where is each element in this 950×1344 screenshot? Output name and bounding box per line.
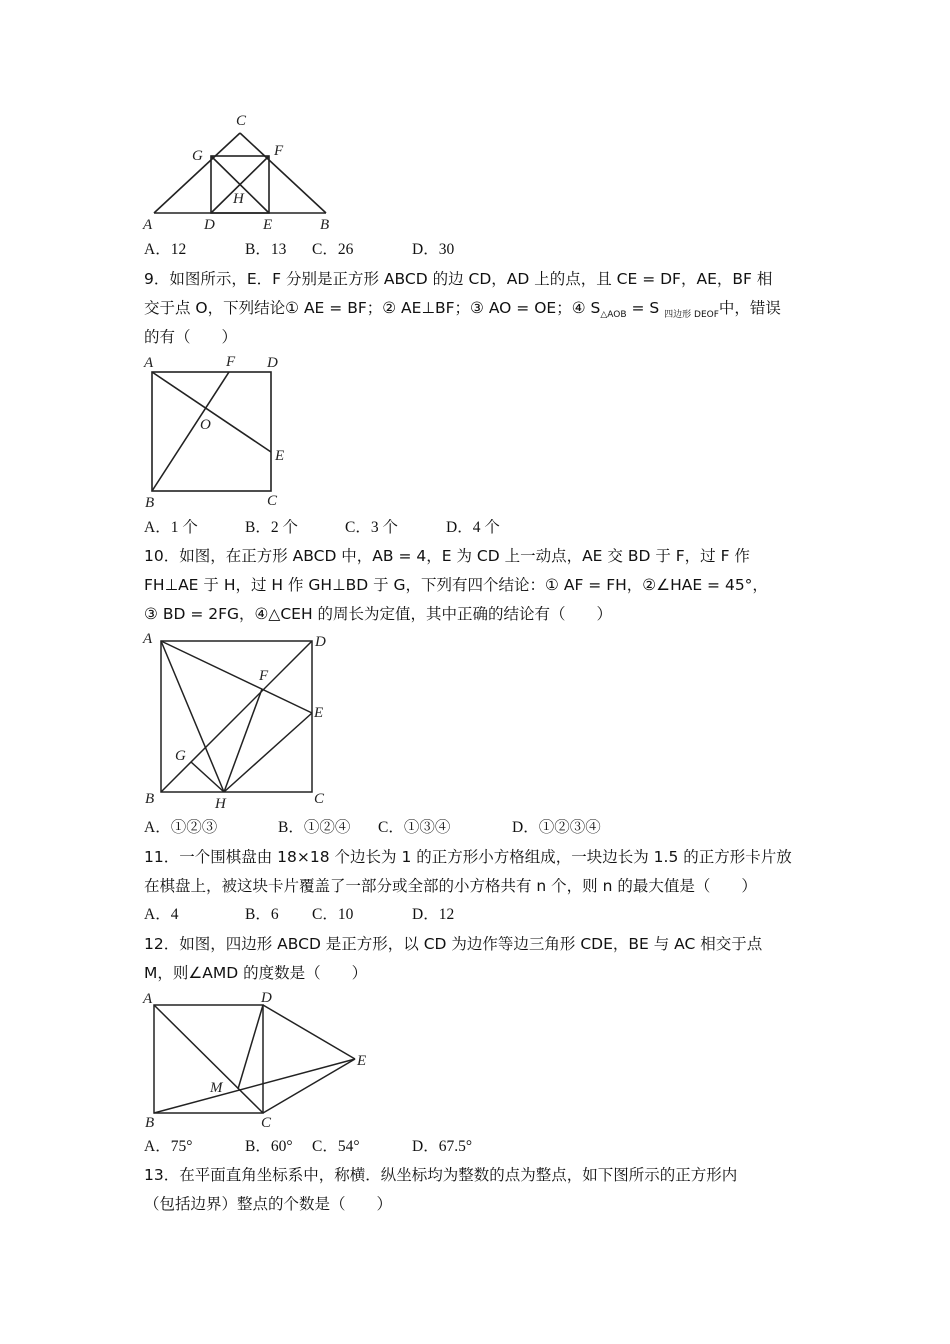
- q10-choice-d: D．①②③④: [512, 819, 601, 836]
- svg-text:M: M: [210, 1080, 223, 1096]
- q9-text-line-3: 的有（ ）: [144, 328, 238, 346]
- q8-figure: [140, 108, 340, 238]
- q10-choice-c: C．①③④: [378, 819, 451, 836]
- q10-text-line-3: ③ BD = 2FG，④△CEH 的周长为定值，其中正确的结论有（ ）: [144, 605, 613, 623]
- q12-choice-d: D．67.5°: [412, 1138, 473, 1155]
- q8-choice-b: B．13: [245, 241, 287, 258]
- svg-text:E: E: [263, 217, 273, 233]
- q12-text-line-2: M，则∠AMD 的度数是（ ）: [144, 964, 368, 982]
- svg-text:F: F: [274, 143, 284, 159]
- q8-choice-d: D．30: [412, 241, 455, 258]
- q12-choice-c: C．54°: [312, 1138, 360, 1155]
- q10-square-diagram: [140, 628, 340, 813]
- q12-choice-a: A．75°: [144, 1138, 193, 1155]
- q9-choice-d: D．4 个: [446, 519, 500, 536]
- svg-text:D: D: [261, 990, 272, 1006]
- svg-text:G: G: [192, 148, 203, 164]
- q9-text-line-1: 9．如图所示，E．F 分别是正方形 ABCD 的边 CD，AD 上的点，且 CE = DF，AE，BF 相: [144, 270, 773, 288]
- svg-text:H: H: [233, 191, 244, 207]
- q9-choice-c: C．3 个: [345, 519, 398, 536]
- q9-figure: [140, 352, 310, 512]
- q9-square-diagram: [140, 352, 310, 512]
- q8-choice-c: C．26: [312, 241, 354, 258]
- svg-text:B: B: [145, 495, 155, 511]
- q9-choice-b: B．2 个: [245, 519, 298, 536]
- svg-text:C: C: [314, 791, 325, 807]
- q12-choice-b: B．60°: [245, 1138, 293, 1155]
- q13-text-line-1: 13．在平面直角坐标系中，称横．纵坐标均为整数的点为整点，如下图所示的正方形内: [144, 1166, 738, 1184]
- q11-choice-d: D．12: [412, 906, 455, 923]
- q10-text-line-1: 10．如图，在正方形 ABCD 中，AB = 4，E 为 CD 上一动点，AE 交 BD 于 F，过 F 作: [144, 547, 750, 565]
- q11-choice-b: B．6: [245, 906, 279, 923]
- q8-triangle-square-diagram: [140, 108, 340, 238]
- q13-text-line-2: （包括边界）整点的个数是（ ）: [144, 1195, 393, 1213]
- q12-text-line-1: 12．如图，四边形 ABCD 是正方形，以 CD 为边作等边三角形 CDE，BE 与 AC 相交于点: [144, 935, 763, 953]
- svg-text:D: D: [267, 355, 278, 371]
- svg-text:A: A: [143, 631, 153, 647]
- svg-text:A: A: [143, 217, 153, 233]
- q10-choice-b: B．①②④: [278, 819, 351, 836]
- svg-text:B: B: [320, 217, 330, 233]
- svg-text:O: O: [200, 417, 211, 433]
- q10-figure: [140, 628, 340, 813]
- q12-figure: [140, 988, 380, 1133]
- q11-choice-c: C．10: [312, 906, 354, 923]
- svg-text:B: B: [145, 1115, 155, 1131]
- svg-text:E: E: [314, 705, 324, 721]
- svg-text:G: G: [175, 748, 186, 764]
- q9-choice-a: A．1 个: [144, 519, 198, 536]
- svg-text:C: C: [267, 493, 278, 509]
- svg-text:E: E: [357, 1053, 367, 1069]
- q10-text-line-2: FH⊥AE 于 H，过 H 作 GH⊥BD 于 G，下列有四个结论：① AF = FH，②∠HAE = 45°，: [144, 576, 768, 594]
- q11-choice-a: A．4: [144, 906, 179, 923]
- svg-text:F: F: [226, 354, 236, 370]
- q11-text-line-2: 在棋盘上，被这块卡片覆盖了一部分或全部的小方格共有 n 个，则 n 的最大值是（ ）: [144, 877, 757, 895]
- q12-square-triangle-diagram: [140, 988, 380, 1133]
- svg-text:C: C: [236, 113, 247, 129]
- q11-text-line-1: 11．一个围棋盘由 18×18 个边长为 1 的正方形小方格组成，一块边长为 1.5 的正方形卡片放: [144, 848, 792, 866]
- svg-text:D: D: [315, 634, 326, 650]
- svg-text:F: F: [259, 668, 269, 684]
- svg-text:C: C: [261, 1115, 272, 1131]
- svg-text:A: A: [144, 355, 154, 371]
- svg-text:E: E: [275, 448, 285, 464]
- svg-text:D: D: [204, 217, 215, 233]
- svg-text:B: B: [145, 791, 155, 807]
- svg-text:H: H: [215, 796, 226, 812]
- svg-text:A: A: [143, 991, 153, 1007]
- q9-text-line-2: 交于点 O，下列结论① AE = BF；② AE⊥BF；③ AO = OE；④ $S_{\triangle AOB} = S$ $_{四边形 DEOF}$中，错误: [144, 299, 781, 321]
- q8-choice-a: A．12: [144, 241, 187, 258]
- q10-choice-a: A．①②③: [144, 819, 218, 836]
